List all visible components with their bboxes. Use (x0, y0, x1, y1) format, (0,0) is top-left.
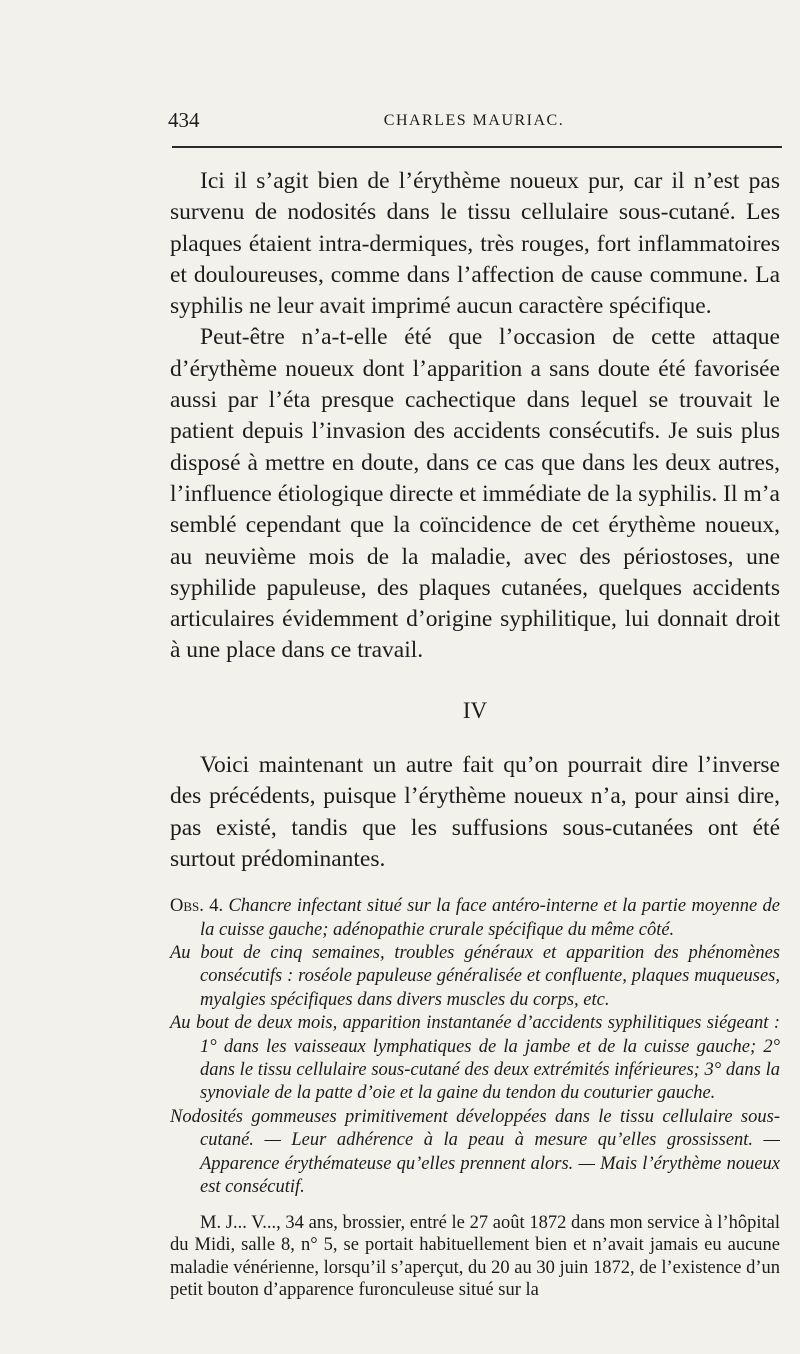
observation-label: Obs. 4. (170, 896, 224, 917)
page-body (170, 166, 780, 1302)
section-heading: IV (462, 697, 488, 723)
case-paragraph: M. J... V..., 34 ans, brossier, entré le 27 août 1872 dans mon service à l’hôpital du Midi, salle 8, n° 5, se portait habituellement bien et n’avait jamais eu aucune maladie vénérienne, lorsqu’il s’aperçut, du 20 au 30 juin 1872, de l’existence d’un petit bouton d’apparence furonculeuse situé sur la (170, 1212, 780, 1301)
running-head: CHARLES MAURIAC. (383, 112, 565, 129)
paragraph: Voici maintenant un autre fait qu’on pourrait dire l’inverse des précédents, puisque l’érythème noueux n’a, pour ainsi dire, pas existé, tandis que les suffusions sous-cutanées ont été surtout prédominantes. (170, 752, 780, 872)
observation-title-line (170, 895, 780, 942)
paragraph: Peut-être n’a-t-elle été que l’occasion de cette attaque d’érythème noueux dont l’apparition a sans doute été favorisée aussi par l’éta presque cachectique dans lequel se trouvait le patient depuis l’invasion des accidents consécutifs. Je suis plus disposé à mettre en doute, dans ce cas que dans les deux autres, l’influence étiologique directe et immédiate de la syphilis. Il m’a semblé cependant que la coïncidence de cet érythème noueux, au neuvième mois de la maladie, avec des périostoses, une syphilide papuleuse, des plaques cutanées, quelques accidents articulaires évidemment d’origine syphilitique, lui donnait droit à une place dans ce travail. (170, 324, 780, 664)
observation-item: Nodosités gommeuses primitivement développées dans le tissu cellulaire sous-cutané. — Leur adhérence à la peau à mesure qu’elles grossissent. — Apparence érythémateuse qu’elles prennent alors. — Mais l’érythème noueux est consécutif. (170, 1106, 780, 1198)
page-number: 434 (168, 108, 200, 132)
observation-summary (170, 895, 780, 1199)
page-header (168, 108, 780, 134)
paragraph: Ici il s’agit bien de l’érythème noueux pur, car il n’est pas survenu de nodosités dans le tissu cellulaire sous-cutané. Les plaques étaient intra-dermiques, très rouges, fort inflammatoires et douloureuses, comme dans l’affection de cause commune. La syphilis ne leur avait imprimé aucun caractère spécifique. (170, 168, 780, 320)
observation-item: Au bout de deux mois, apparition instantanée d’accidents syphilitiques siégeant : 1° dans les vaisseaux lymphatiques de la jambe et de la cuisse gauche; 2° dans le tissu cellulaire sous-cutané des deux extrémités inférieures; 3° dans la synoviale de la patte d’oie et la gaine du tendon du couturier gauche. (170, 1013, 780, 1104)
observation-title: Chancre infectant situé sur la face antéro-interne et la partie moyenne de la cuisse gauche; adénopathie crurale spécifique du même côté. (200, 896, 781, 940)
observation-item: Au bout de cinq semaines, troubles généraux et apparition des phénomènes consécutifs : roséole papuleuse généralisée et confluente, plaques muqueuses, myalgies spécifiques dans divers muscles du corps, etc. (170, 943, 780, 1010)
header-rule (172, 146, 782, 148)
